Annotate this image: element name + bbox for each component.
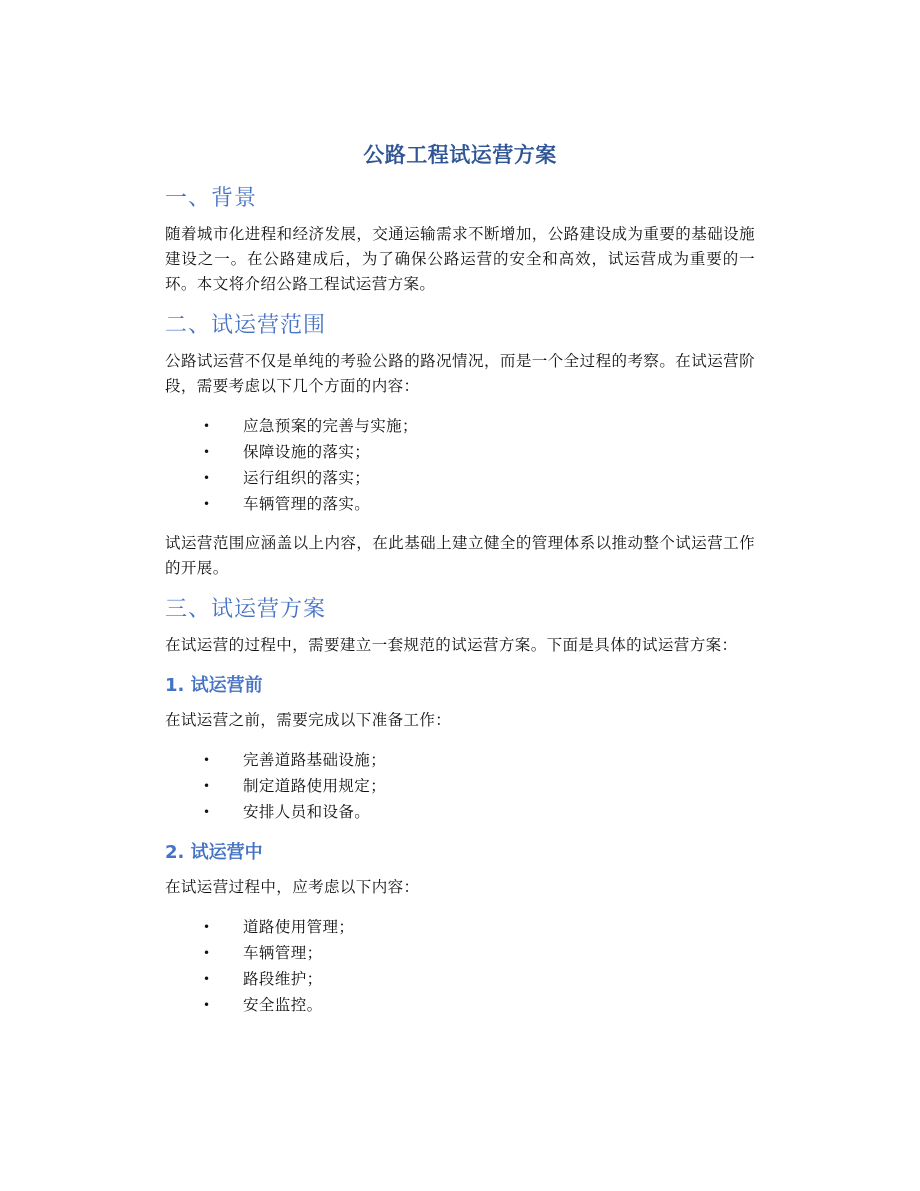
subsection-heading-during: 2. 试运营中 — [165, 842, 263, 863]
bullet-icon: • — [203, 998, 211, 1012]
bullet-icon: • — [203, 946, 211, 960]
background-paragraph-text: 随着城市化进程和经济发展，交通运输需求不断增加，公路建设成为重要的基础设施建设之一。在公路建成后，为了确保公路运营的安全和高效，试运营成为重要的一环。本文将介绍公路工程试运营方案。 — [165, 225, 755, 293]
bullet-icon: • — [203, 471, 211, 485]
scope-closing-paragraph: 试运营范围应涵盖以上内容，在此基础上建立健全的管理体系以推动整个试运营工作的开展。 — [165, 534, 755, 577]
list-item: • 道路使用管理； — [165, 914, 755, 940]
bullet-icon: • — [203, 445, 211, 459]
during-paragraph: 在试运营过程中，应考虑以下内容： — [165, 878, 420, 896]
bullet-icon: • — [203, 920, 211, 934]
plan-paragraph: 在试运营的过程中，需要建立一套规范的试运营方案。下面是具体的试运营方案： — [165, 636, 738, 654]
before-list — [165, 747, 755, 825]
section-heading-background: 一、背景 — [165, 186, 258, 211]
bullet-icon: • — [203, 753, 211, 767]
bullet-icon: • — [203, 779, 211, 793]
subsection-heading-before: 1. 试运营前 — [165, 675, 263, 696]
list-item: • 安排人员和设备。 — [165, 799, 755, 825]
document-title: 公路工程试运营方案 — [363, 142, 557, 167]
list-item: • 应急预案的完善与实施； — [165, 413, 755, 439]
section-heading-plan: 三、试运营方案 — [165, 597, 327, 622]
list-item: • 制定道路使用规定； — [165, 773, 755, 799]
bullet-icon: • — [203, 497, 211, 511]
scope-paragraph: 公路试运营不仅是单纯的考验公路的路况情况，而是一个全过程的考察。在试运营阶段，需要考虑以下几个方面的内容： — [165, 352, 755, 395]
list-item: • 完善道路基础设施； — [165, 747, 755, 773]
list-item: • 车辆管理的落实。 — [165, 491, 755, 517]
bullet-icon: • — [203, 419, 211, 433]
before-paragraph: 在试运营之前，需要完成以下准备工作： — [165, 711, 452, 729]
list-item: • 运行组织的落实； — [165, 465, 755, 491]
scope-list — [165, 413, 755, 517]
list-item: • 保障设施的落实； — [165, 439, 755, 465]
section-heading-scope: 二、试运营范围 — [165, 313, 327, 338]
list-item: • 车辆管理； — [165, 940, 755, 966]
bullet-icon: • — [203, 805, 211, 819]
list-item: • 路段维护； — [165, 966, 755, 992]
during-list — [165, 914, 755, 1018]
background-paragraph — [165, 222, 755, 297]
bullet-icon: • — [203, 972, 211, 986]
document-content — [165, 140, 755, 1032]
list-item: • 安全监控。 — [165, 992, 755, 1018]
